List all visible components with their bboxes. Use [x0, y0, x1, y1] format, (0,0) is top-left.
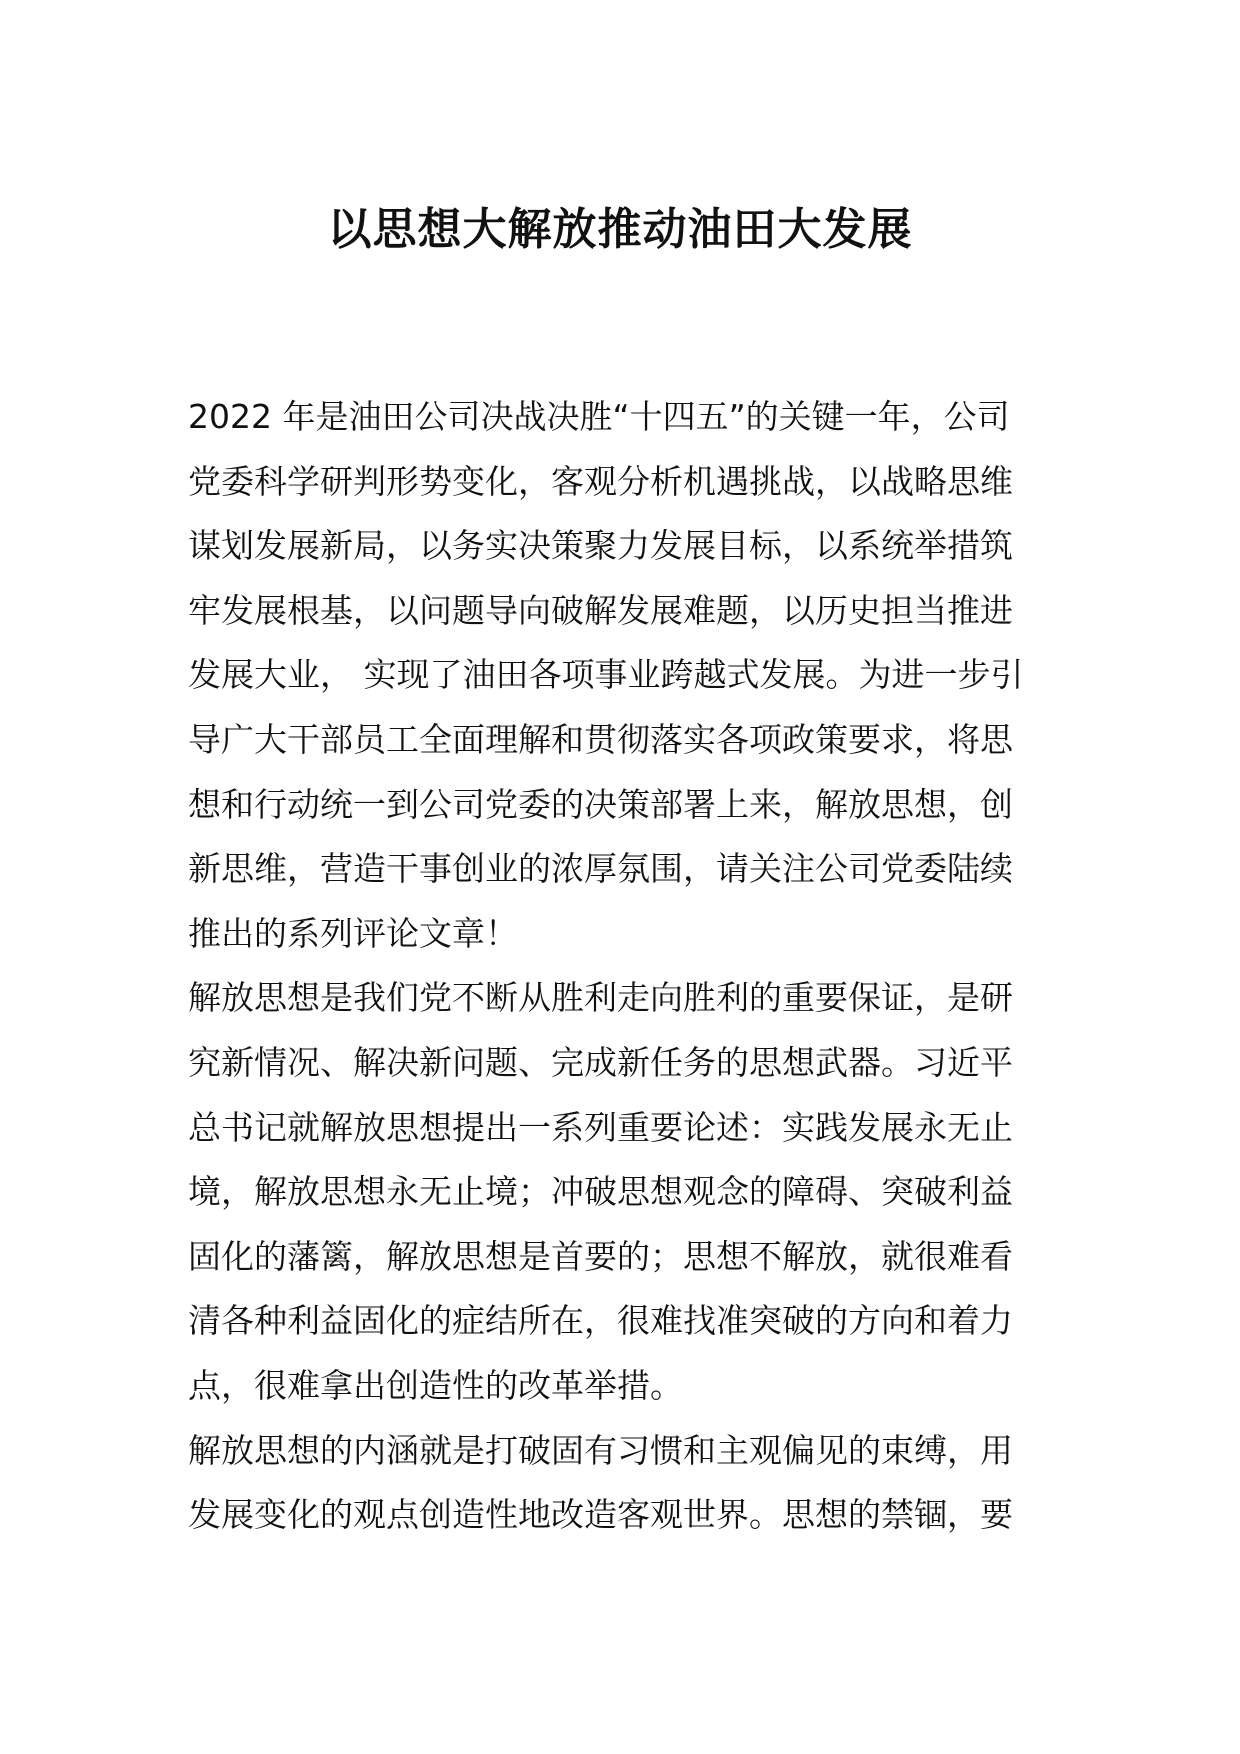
body-line: 固化的藩篱，解放思想是首要的；思想不解放，就很难看	[188, 1236, 1013, 1276]
body-line: 发展大业， 实现了油田各项事业跨越式发展。为进一步引	[188, 655, 1024, 695]
body-line: 境，解放思想永无止境；冲破思想观念的障碍、突破利益	[188, 1172, 1013, 1212]
body-line: 2022 年是油田公司决战决胜“十四五”的关键一年，公司	[188, 397, 1010, 436]
body-line: 导广大干部员工全面理解和贯彻落实各项政策要求，将思	[188, 719, 1013, 759]
body-line: 新思维，营造干事创业的浓厚氛围，请关注公司党委陆续	[188, 849, 1013, 889]
body-line: 党委科学研判形势变化，客观分析机遇挑战，以战略思维	[188, 461, 1013, 501]
body-line: 清各种利益固化的症结所在，很难找准突破的方向和着力	[188, 1301, 1013, 1341]
body-line: 牢发展根基，以问题导向破解发展难题，以历史担当推进	[188, 590, 1013, 630]
body-line: 总书记就解放思想提出一系列重要论述：实践发展永无止	[188, 1107, 1013, 1147]
body-line: 谋划发展新局，以务实决策聚力发展目标，以系统举措筑	[188, 526, 1013, 566]
body-line: 发展变化的观点创造性地改造客观世界。思想的禁锢，要	[188, 1495, 1013, 1535]
body-line: 推出的系列评论文章！	[188, 913, 518, 953]
body-line: 想和行动统一到公司党委的决策部署上来，解放思想，创	[188, 784, 1013, 824]
document-title: 以思想大解放推动油田大发展	[327, 204, 913, 255]
body-line: 点，很难拿出创造性的改革举措。	[188, 1365, 683, 1405]
body-line: 解放思想的内涵就是打破固有习惯和主观偏见的束缚，用	[188, 1430, 1013, 1470]
body-line: 解放思想是我们党不断从胜利走向胜利的重要保证，是研	[188, 978, 1013, 1018]
document-body	[188, 385, 1058, 1548]
body-line: 究新情况、解决新问题、完成新任务的思想武器。习近平	[188, 1042, 1013, 1082]
